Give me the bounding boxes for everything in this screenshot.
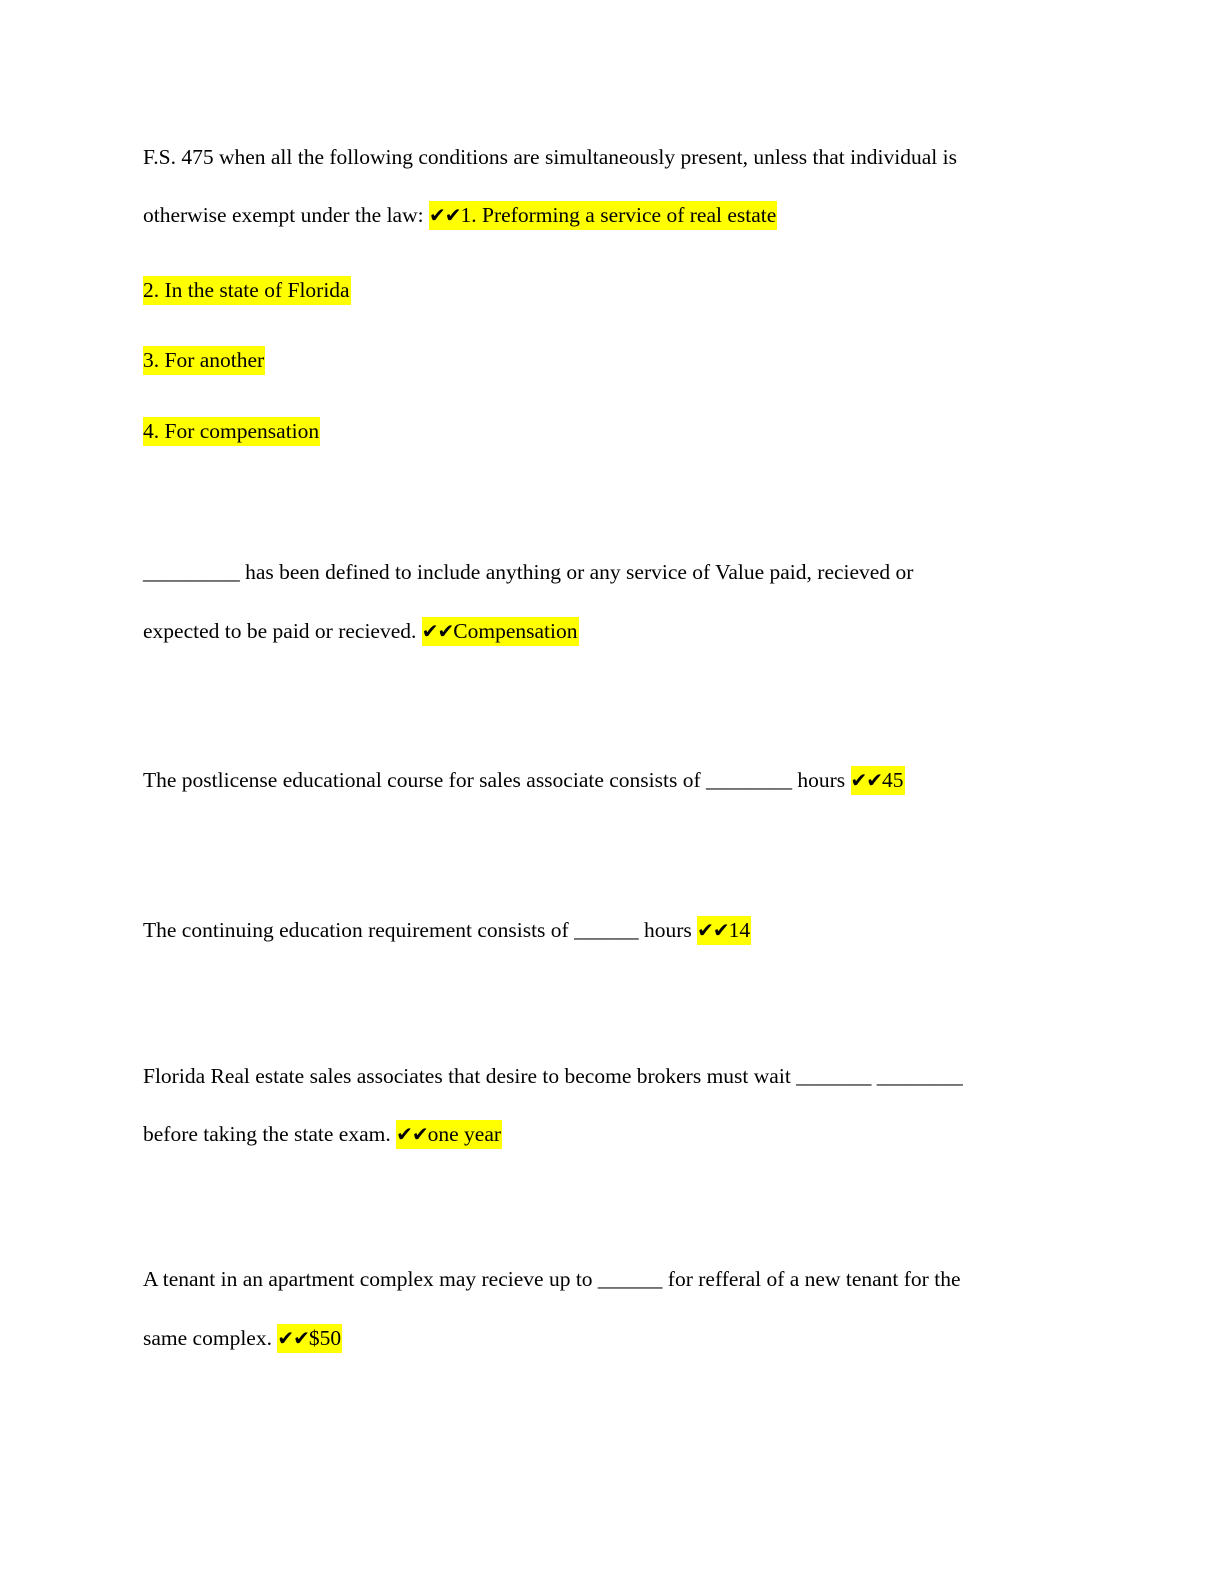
q6-prompt-text: same complex. xyxy=(143,1326,278,1350)
q4-line-1 xyxy=(143,915,751,945)
q3-line-1 xyxy=(143,765,905,795)
q6-answer-highlight xyxy=(277,1324,342,1353)
q1-line-2 xyxy=(143,200,777,230)
q1-answer-item-4: 4. For compensation xyxy=(143,417,320,446)
q1-answer-item-2: 2. In the state of Florida xyxy=(143,276,351,305)
double-check-icon: ✔✔ xyxy=(428,203,461,227)
q5-answer-highlight xyxy=(396,1120,502,1149)
double-check-icon: ✔✔ xyxy=(421,619,454,643)
double-check-icon: ✔✔ xyxy=(850,768,883,792)
q6-line-2 xyxy=(143,1323,342,1353)
q1-answer-line-2 xyxy=(143,275,351,305)
q5-line-1: Florida Real estate sales associates that desire to become brokers must wait _______ ________ xyxy=(143,1064,963,1088)
q2-line-1: _________ has been defined to include anything or any service of Value paid, recieved or xyxy=(143,560,914,584)
q2-line-2 xyxy=(143,616,579,646)
q2-answer-highlight xyxy=(422,617,579,646)
q1-answer-line-3 xyxy=(143,345,265,375)
q3-prompt-text: The postlicense educational course for sales associate consists of ________ hours xyxy=(143,768,851,792)
q1-answer-item-1: 1. Preforming a service of real estate xyxy=(460,203,777,227)
q1-line-1: F.S. 475 when all the following conditions are simultaneously present, unless that individual is xyxy=(143,145,957,169)
q4-answer-highlight xyxy=(697,916,751,945)
q3-answer-highlight xyxy=(851,766,905,795)
q5-answer: one year xyxy=(427,1122,502,1146)
q6-answer: $50 xyxy=(308,1326,342,1350)
q6-line-1: A tenant in an apartment complex may recieve up to ______ for refferal of a new tenant for the xyxy=(143,1267,961,1291)
q1-prompt-text: otherwise exempt under the law: xyxy=(143,203,429,227)
q1-answer-item-3: 3. For another xyxy=(143,346,265,375)
q1-answer-line-4 xyxy=(143,416,320,446)
q5-prompt-text: before taking the state exam. xyxy=(143,1122,397,1146)
q3-answer: 45 xyxy=(882,768,904,792)
double-check-icon: ✔✔ xyxy=(277,1326,309,1350)
q5-line-2 xyxy=(143,1119,502,1149)
q2-answer: Compensation xyxy=(453,619,578,643)
q4-answer: 14 xyxy=(728,918,751,942)
double-check-icon: ✔✔ xyxy=(697,918,729,942)
q2-prompt-text: expected to be paid or recieved. xyxy=(143,619,422,643)
q1-answer-highlight xyxy=(429,201,777,230)
double-check-icon: ✔✔ xyxy=(396,1122,428,1146)
q4-prompt-text: The continuing education requirement consists of ______ hours xyxy=(143,918,698,942)
